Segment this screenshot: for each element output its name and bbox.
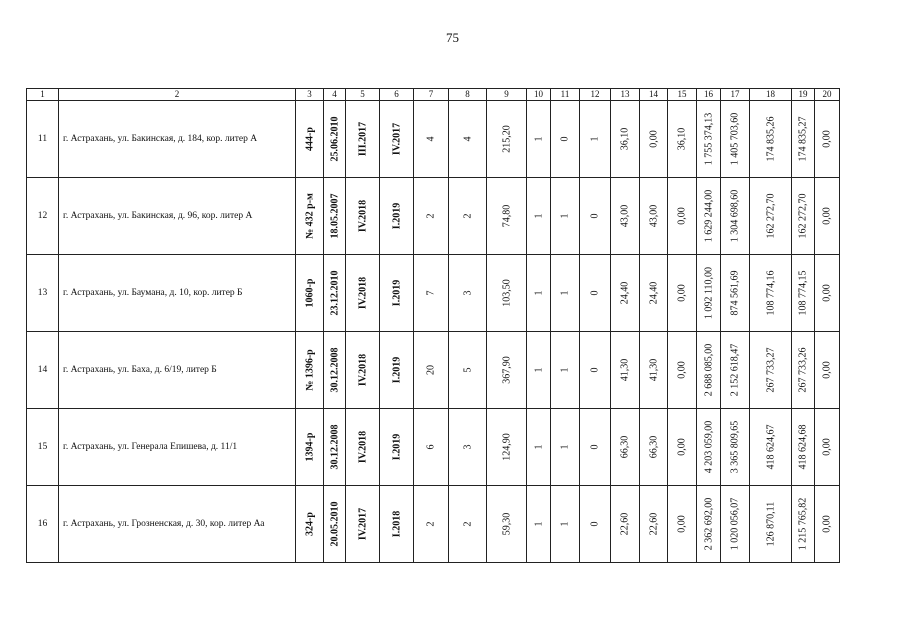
- column-number-cell: 18: [750, 89, 792, 101]
- value-text: 1: [559, 444, 571, 450]
- value-text: III.2017: [357, 121, 368, 157]
- value-text: 2: [462, 521, 473, 527]
- value-text: 418 624,68: [797, 424, 809, 470]
- value-text: 0: [589, 213, 601, 219]
- value-cell: [296, 101, 324, 178]
- address-cell: г. Астрахань, ул. Грозненская, д. 30, кор. литер Аа: [59, 486, 296, 563]
- column-number-cell: 7: [414, 89, 449, 101]
- value-cell: [487, 486, 527, 563]
- value-text: IV.2018: [357, 353, 368, 387]
- value-cell: [414, 409, 449, 486]
- value-cell: [815, 255, 840, 332]
- value-text: 0,00: [676, 284, 688, 302]
- value-cell: [346, 255, 380, 332]
- value-text: 2: [425, 521, 437, 527]
- value-cell: [346, 409, 380, 486]
- value-text: 0,00: [676, 361, 688, 379]
- value-cell: [551, 178, 580, 255]
- value-cell: [324, 178, 346, 255]
- value-text: 7: [425, 290, 437, 296]
- value-text: 0,00: [821, 207, 833, 225]
- value-cell: [611, 178, 640, 255]
- page-number: 75: [446, 30, 459, 45]
- value-text: 20.05.2010: [329, 501, 340, 547]
- value-cell: [449, 332, 487, 409]
- value-text: 5: [462, 367, 473, 373]
- value-cell: [414, 332, 449, 409]
- value-text: 1 755 374,13: [703, 112, 714, 166]
- value-text: 1: [533, 444, 544, 450]
- value-cell: [296, 409, 324, 486]
- value-text: 1: [533, 136, 544, 142]
- value-cell: [750, 486, 792, 563]
- value-text: 59,30: [501, 512, 512, 536]
- value-cell: [640, 178, 668, 255]
- value-cell: [414, 101, 449, 178]
- value-cell: [487, 332, 527, 409]
- value-cell: [668, 178, 697, 255]
- value-text: I.2019: [391, 356, 402, 384]
- value-cell: [750, 332, 792, 409]
- column-number-cell: 11: [551, 89, 580, 101]
- value-text: 108 774,15: [797, 270, 809, 316]
- value-text: 1: [559, 213, 571, 219]
- value-cell: [487, 255, 527, 332]
- value-cell: [640, 332, 668, 409]
- value-text: 36,10: [619, 127, 631, 151]
- value-cell: [346, 486, 380, 563]
- value-text: 2: [425, 213, 437, 219]
- value-text: 0,00: [821, 361, 833, 379]
- value-text: 0: [559, 136, 571, 142]
- value-cell: [324, 409, 346, 486]
- value-cell: [668, 486, 697, 563]
- value-cell: [668, 101, 697, 178]
- value-cell: [721, 178, 750, 255]
- value-cell: [527, 101, 551, 178]
- value-text: 0: [589, 444, 601, 450]
- value-text: IV.2018: [357, 199, 368, 233]
- value-cell: [668, 409, 697, 486]
- value-cell: [551, 101, 580, 178]
- value-text: 23.12.2010: [329, 270, 340, 316]
- address-cell: г. Астрахань, ул. Бакинская, д. 96, кор. литер А: [59, 178, 296, 255]
- value-text: 1060-р: [304, 278, 315, 308]
- value-cell: [815, 409, 840, 486]
- address-cell: г. Астрахань, ул. Генерала Епишева, д. 11/1: [59, 409, 296, 486]
- value-cell: [815, 101, 840, 178]
- value-text: № 432 р-м: [304, 193, 315, 239]
- value-text: 22,60: [619, 512, 631, 536]
- value-cell: [414, 178, 449, 255]
- value-cell: [324, 101, 346, 178]
- value-text: 0: [589, 367, 601, 373]
- value-text: 1: [589, 136, 601, 142]
- value-cell: [580, 409, 611, 486]
- value-cell: [792, 255, 815, 332]
- value-text: 2 688 085,00: [703, 343, 714, 397]
- column-number-cell: 17: [721, 89, 750, 101]
- value-cell: [611, 255, 640, 332]
- value-text: 0,00: [648, 130, 659, 148]
- value-text: 444-р: [304, 127, 315, 151]
- value-text: 1 405 703,60: [729, 112, 741, 166]
- value-cell: [640, 255, 668, 332]
- value-text: 30.12.2008: [329, 347, 340, 393]
- value-text: IV.2018: [357, 276, 368, 310]
- value-text: 2 152 618,47: [729, 343, 741, 397]
- value-text: 74,80: [501, 204, 512, 228]
- value-cell: [792, 486, 815, 563]
- value-cell: [815, 332, 840, 409]
- value-cell: [792, 409, 815, 486]
- value-cell: [668, 332, 697, 409]
- column-number-cell: 5: [346, 89, 380, 101]
- value-text: 103,50: [501, 279, 512, 307]
- value-cell: [380, 486, 414, 563]
- value-text: 2: [462, 213, 473, 219]
- value-text: 174 835,26: [765, 116, 776, 162]
- value-cell: [792, 178, 815, 255]
- value-cell: [697, 332, 721, 409]
- value-cell: [346, 178, 380, 255]
- value-text: 1 629 244,00: [703, 189, 714, 243]
- value-cell: [380, 255, 414, 332]
- value-text: 4: [425, 136, 437, 142]
- column-number-cell: 10: [527, 89, 551, 101]
- value-cell: [721, 486, 750, 563]
- value-text: 162 272,70: [797, 193, 809, 239]
- value-cell: [449, 101, 487, 178]
- value-text: 0,00: [676, 207, 688, 225]
- table-row: [27, 101, 840, 178]
- value-text: 0: [589, 521, 601, 527]
- value-cell: [380, 332, 414, 409]
- table-row: [27, 486, 840, 563]
- address-cell: г. Астрахань, ул. Баумана, д. 10, кор. литер Б: [59, 255, 296, 332]
- value-cell: [697, 101, 721, 178]
- column-number-cell: 9: [487, 89, 527, 101]
- value-cell: [697, 486, 721, 563]
- value-text: I.2019: [391, 202, 402, 230]
- column-number-cell: 13: [611, 89, 640, 101]
- value-cell: [414, 486, 449, 563]
- value-text: 126 870,11: [765, 501, 776, 547]
- value-text: 1: [533, 367, 544, 373]
- value-cell: [750, 178, 792, 255]
- value-text: 0: [589, 290, 601, 296]
- value-text: 1 092 110,00: [703, 266, 714, 320]
- value-cell: [580, 486, 611, 563]
- row-number-cell: 16: [27, 486, 59, 563]
- value-text: 41,30: [648, 358, 659, 382]
- value-cell: [640, 486, 668, 563]
- table-row: [27, 178, 840, 255]
- value-text: 0,00: [821, 438, 833, 456]
- value-text: 215,20: [501, 125, 512, 153]
- value-text: 0,00: [821, 130, 833, 148]
- value-cell: [697, 409, 721, 486]
- value-text: 267 733,26: [797, 347, 809, 393]
- value-cell: [668, 255, 697, 332]
- value-cell: [721, 409, 750, 486]
- value-cell: [380, 101, 414, 178]
- value-text: 1: [533, 521, 544, 527]
- value-text: I.2018: [391, 510, 402, 538]
- value-text: 162 272,70: [765, 193, 776, 239]
- address-cell: г. Астрахань, ул. Бакинская, д. 184, кор. литер А: [59, 101, 296, 178]
- value-text: 418 624,67: [765, 424, 776, 470]
- value-text: 41,30: [619, 358, 631, 382]
- column-number-cell: 19: [792, 89, 815, 101]
- value-cell: [611, 409, 640, 486]
- value-text: 0,00: [676, 438, 688, 456]
- value-cell: [611, 332, 640, 409]
- value-text: 4: [462, 136, 473, 142]
- value-text: 6: [425, 444, 437, 450]
- value-cell: [611, 486, 640, 563]
- value-text: 1 304 698,60: [729, 189, 741, 243]
- column-number-cell: 2: [59, 89, 296, 101]
- value-cell: [792, 101, 815, 178]
- value-text: IV.2017: [391, 122, 402, 156]
- value-cell: [750, 255, 792, 332]
- value-text: 108 774,16: [765, 270, 776, 316]
- column-number-cell: 16: [697, 89, 721, 101]
- value-cell: [697, 255, 721, 332]
- value-cell: [580, 178, 611, 255]
- value-cell: [792, 332, 815, 409]
- value-text: IV.2017: [357, 507, 368, 541]
- value-text: 1: [559, 521, 571, 527]
- value-cell: [721, 332, 750, 409]
- column-number-cell: 8: [449, 89, 487, 101]
- value-cell: [527, 255, 551, 332]
- column-number-cell: 12: [580, 89, 611, 101]
- value-cell: [346, 101, 380, 178]
- value-text: 874 561,69: [729, 270, 741, 316]
- value-text: 66,30: [619, 435, 631, 459]
- value-text: 24,40: [648, 281, 659, 305]
- value-cell: [324, 332, 346, 409]
- value-text: 174 835,27: [797, 116, 809, 162]
- value-cell: [815, 486, 840, 563]
- value-cell: [487, 101, 527, 178]
- column-number-cell: 1: [27, 89, 59, 101]
- column-number-cell: 14: [640, 89, 668, 101]
- row-number-cell: 14: [27, 332, 59, 409]
- value-cell: [527, 486, 551, 563]
- address-cell: г. Астрахань, ул. Баха, д. 6/19, литер Б: [59, 332, 296, 409]
- value-cell: [611, 101, 640, 178]
- row-number-cell: 13: [27, 255, 59, 332]
- column-number-cell: 6: [380, 89, 414, 101]
- column-number-row: [27, 89, 840, 101]
- value-text: 1 215 765,82: [797, 497, 809, 551]
- value-text: 124,90: [501, 433, 512, 461]
- value-text: 1: [533, 290, 544, 296]
- value-text: 367,90: [501, 356, 512, 384]
- value-text: 324-р: [304, 512, 315, 536]
- value-cell: [721, 101, 750, 178]
- value-cell: [296, 332, 324, 409]
- value-cell: [449, 409, 487, 486]
- table-row: [27, 255, 840, 332]
- value-cell: [750, 409, 792, 486]
- value-text: 4 203 059,00: [703, 420, 714, 474]
- value-cell: [721, 255, 750, 332]
- value-text: 1 020 056,07: [729, 497, 741, 551]
- value-text: 1: [533, 213, 544, 219]
- value-cell: [487, 178, 527, 255]
- value-cell: [324, 486, 346, 563]
- value-cell: [487, 409, 527, 486]
- value-cell: [640, 409, 668, 486]
- value-text: 66,30: [648, 435, 659, 459]
- value-text: № 1396-р: [304, 349, 315, 391]
- value-text: 30.12.2008: [329, 424, 340, 470]
- value-text: 2 362 692,00: [703, 497, 714, 551]
- value-cell: [449, 255, 487, 332]
- table-row: [27, 409, 840, 486]
- value-text: 267 733,27: [765, 347, 776, 393]
- value-text: 3 365 809,65: [729, 420, 741, 474]
- value-text: 43,00: [648, 204, 659, 228]
- value-cell: [551, 409, 580, 486]
- value-text: 25.06.2010: [329, 116, 340, 162]
- value-cell: [640, 101, 668, 178]
- value-text: 1394-р: [304, 432, 315, 462]
- table-row: [27, 332, 840, 409]
- value-cell: [551, 255, 580, 332]
- value-text: 0,00: [821, 284, 833, 302]
- value-text: 20: [425, 365, 437, 375]
- value-text: 22,60: [648, 512, 659, 536]
- value-text: 3: [462, 444, 473, 450]
- value-cell: [527, 409, 551, 486]
- value-cell: [551, 332, 580, 409]
- value-text: 18.05.2007: [329, 193, 340, 239]
- row-number-cell: 11: [27, 101, 59, 178]
- value-text: 3: [462, 290, 473, 296]
- value-cell: [324, 255, 346, 332]
- value-cell: [380, 178, 414, 255]
- value-cell: [750, 101, 792, 178]
- value-text: 0,00: [821, 515, 833, 533]
- column-number-cell: 4: [324, 89, 346, 101]
- value-text: 0,00: [676, 515, 688, 533]
- column-number-cell: 3: [296, 89, 324, 101]
- value-cell: [296, 178, 324, 255]
- value-cell: [296, 255, 324, 332]
- column-number-cell: 20: [815, 89, 840, 101]
- value-cell: [580, 332, 611, 409]
- value-cell: [380, 409, 414, 486]
- value-cell: [296, 486, 324, 563]
- value-text: 43,00: [619, 204, 631, 228]
- value-cell: [580, 101, 611, 178]
- value-text: 1: [559, 290, 571, 296]
- value-cell: [414, 255, 449, 332]
- value-cell: [527, 178, 551, 255]
- value-cell: [449, 486, 487, 563]
- row-number-cell: 12: [27, 178, 59, 255]
- value-cell: [346, 332, 380, 409]
- value-cell: [815, 178, 840, 255]
- column-number-cell: 15: [668, 89, 697, 101]
- value-text: I.2019: [391, 279, 402, 307]
- value-text: 24,40: [619, 281, 631, 305]
- value-cell: [697, 178, 721, 255]
- value-cell: [449, 178, 487, 255]
- value-text: 36,10: [676, 127, 688, 151]
- value-cell: [527, 332, 551, 409]
- value-text: IV.2018: [357, 430, 368, 464]
- housing-register-table: [26, 88, 840, 563]
- value-cell: [580, 255, 611, 332]
- value-cell: [551, 486, 580, 563]
- value-text: I.2019: [391, 433, 402, 461]
- row-number-cell: 15: [27, 409, 59, 486]
- value-text: 1: [559, 367, 571, 373]
